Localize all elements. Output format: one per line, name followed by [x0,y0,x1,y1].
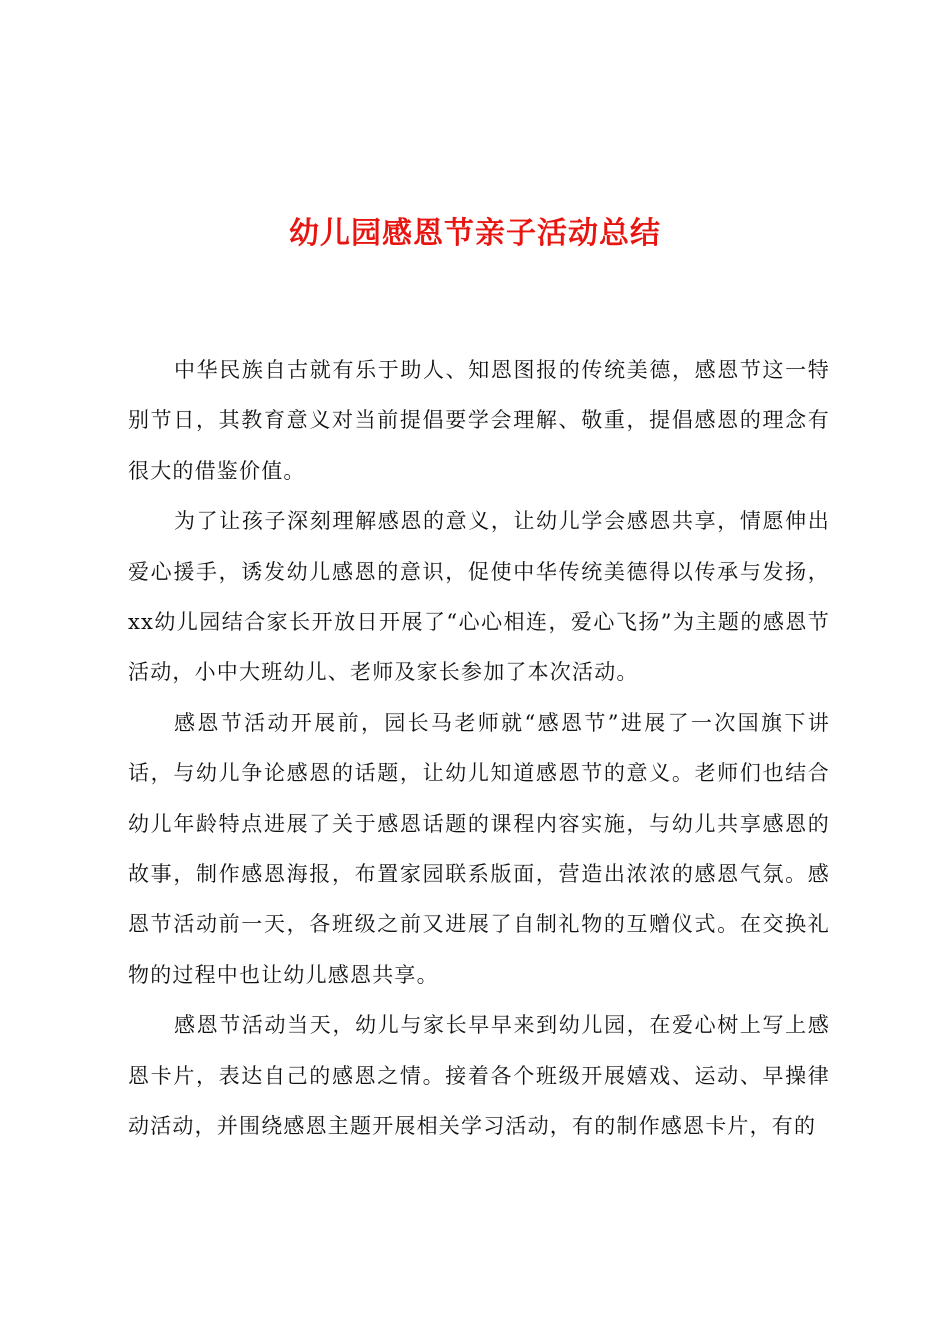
paragraph-1: 中华民族自古就有乐于助人、知恩图报的传统美德，感恩节这一特别节日，其教育意义对当前提倡要学会理解、敬重，提倡感恩的理念有很大的借鉴价值。 [128,358,830,483]
paragraph-4: 感恩节活动当天，幼儿与家长早早来到幼儿园，在爱心树上写上感恩卡片，表达自己的感恩之情。接着各个班级开展嬉戏、运动、早操律动活动，并围绕感恩主题开展相关学习活动，有的制作感恩卡片，有的 [128,1013,830,1139]
document-body [128,345,830,1152]
document-title: 幼儿园感恩节亲子活动总结 [289,216,661,251]
paragraph-3: 感恩节活动开展前，园长马老师就“感恩节”进展了一次国旗下讲话，与幼儿争论感恩的话题，让幼儿知道感恩节的意义。老师们也结合幼儿年龄特点进展了关于感恩话题的课程内容实施，与幼儿共享感恩的故事，制作感恩海报，布置家园联系版面，营造出浓浓的感恩气氛。感恩节活动前一天，各班级之前又进展了自制礼物的互赠仪式。在交换礼物的过程中也让幼儿感恩共享。 [128,710,830,987]
paragraph-2: 为了让孩子深刻理解感恩的意义，让幼儿学会感恩共享，情愿伸出爱心援手，诱发幼儿感恩的意识，促使中华传统美德得以传承与发扬，xx幼儿园结合家长开放日开展了“心心相连，爱心飞扬”为主题的感恩节活动，小中大班幼儿、老师及家长参加了本次活动。 [128,509,830,685]
